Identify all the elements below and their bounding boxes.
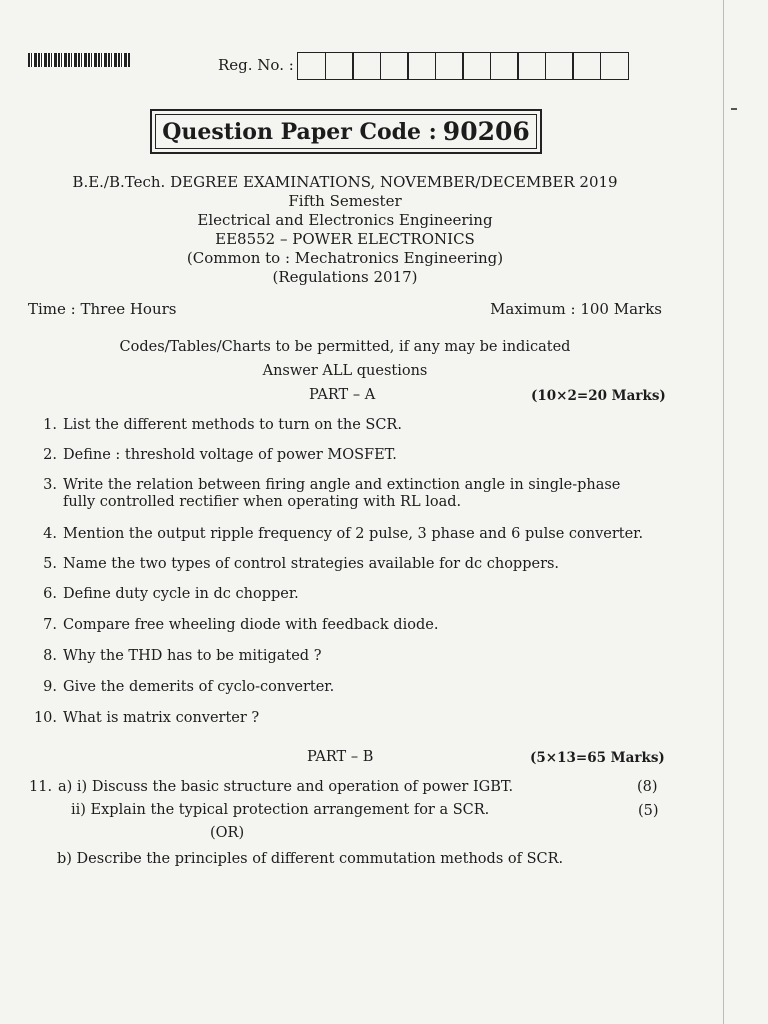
question-number: 5.: [43, 556, 57, 572]
question-number: 10.: [33, 710, 57, 726]
question-text: Define : threshold voltage of power MOSFET.: [63, 447, 397, 463]
common-to: (Common to : Mechatronics Engineering): [186, 249, 504, 267]
question-item: [30, 477, 650, 511]
reg-no-digit-box: [600, 52, 629, 80]
question-text: Mention the output ripple frequency of 2 pulse, 3 phase and 6 pulse converter.: [63, 526, 644, 542]
question-text: Define duty cycle in dc chopper.: [63, 586, 299, 602]
answer-all: Answer ALL questions: [262, 363, 428, 379]
reg-no-digit-box: [325, 52, 354, 80]
question-text: Compare free wheeling diode with feedback diode.: [63, 617, 439, 633]
question-item: [30, 710, 670, 727]
question-text: Write the relation between firing angle and extinction angle in single-phase fully controlled rectifier when operating with RL load.: [63, 477, 621, 510]
question-item: [30, 648, 670, 665]
barcode: [28, 53, 130, 67]
reg-no-digit-box: [572, 52, 601, 80]
reg-no-digit-box: [517, 52, 546, 80]
reg-no-digit-box: [462, 52, 491, 80]
subject: EE8552 – POWER ELECTRONICS: [215, 230, 475, 248]
reg-no-boxes: [297, 52, 627, 80]
question-item: [30, 617, 670, 634]
q11-a-i-text: a) i) Discuss the basic structure and operation of power IGBT.: [58, 779, 514, 795]
part-a-marks: (10×2=20 Marks): [531, 388, 666, 404]
edge-mark: [731, 108, 737, 110]
time-label: Time : Three Hours: [28, 300, 177, 318]
question-number: 2.: [43, 447, 57, 463]
exam-title: B.E./B.Tech. DEGREE EXAMINATIONS, NOVEMBER/DECEMBER 2019: [72, 173, 618, 191]
question-item: [30, 447, 670, 464]
part-b-title: PART – B: [307, 749, 374, 765]
reg-no-digit-box: [407, 52, 436, 80]
question-text: Why the THD has to be mitigated ?: [63, 648, 322, 664]
branch: Electrical and Electronics Engineering: [197, 211, 493, 229]
part-a-title: PART – A: [309, 387, 376, 403]
reg-no-digit-box: [380, 52, 409, 80]
question-text: Give the demerits of cyclo-converter.: [63, 679, 335, 695]
question-item: [30, 526, 670, 543]
reg-no-label: Reg. No. :: [218, 56, 294, 74]
qp-code-number: 90206: [442, 117, 530, 146]
question-number: 4.: [43, 526, 57, 542]
reg-no-digit-box: [297, 52, 326, 80]
codes-note: Codes/Tables/Charts to be permitted, if any may be indicated: [119, 339, 571, 355]
reg-no-digit-box: [490, 52, 519, 80]
q11-a-ii-text: ii) Explain the typical protection arrangement for a SCR.: [71, 802, 490, 818]
question-item: [30, 417, 670, 434]
question-number: 3.: [43, 477, 57, 493]
question-item: [30, 679, 670, 696]
question-number: 8.: [43, 648, 57, 664]
q11-a-i-marks: (8): [637, 779, 658, 795]
or-separator: (OR): [210, 825, 245, 841]
q11-b-text: b) Describe the principles of different commutation methods of SCR.: [57, 851, 564, 867]
qp-code-label: Question Paper Code :: [162, 118, 437, 145]
page-edge-line: [723, 0, 724, 1024]
max-marks-label: Maximum : 100 Marks: [490, 300, 662, 318]
question-number: 11.: [29, 779, 53, 795]
part-b-marks: (5×13=65 Marks): [530, 750, 665, 766]
question-number: 1.: [43, 417, 57, 433]
time-marks-row: [28, 300, 662, 318]
question-text: Name the two types of control strategies available for dc choppers.: [63, 556, 560, 572]
question-item: [30, 586, 670, 603]
question-number: 7.: [43, 617, 57, 633]
question-paper-code-box: [150, 109, 542, 154]
reg-no-digit-box: [435, 52, 464, 80]
reg-no-digit-box: [545, 52, 574, 80]
reg-no-digit-box: [352, 52, 381, 80]
question-text: List the different methods to turn on the SCR.: [63, 417, 402, 433]
question-text: What is matrix converter ?: [63, 710, 260, 726]
question-item: [30, 556, 670, 573]
q11-a-ii-marks: (5): [638, 803, 659, 819]
question-number: 6.: [43, 586, 57, 602]
regulations: (Regulations 2017): [272, 268, 418, 286]
question-number: 9.: [43, 679, 57, 695]
semester: Fifth Semester: [288, 192, 402, 210]
